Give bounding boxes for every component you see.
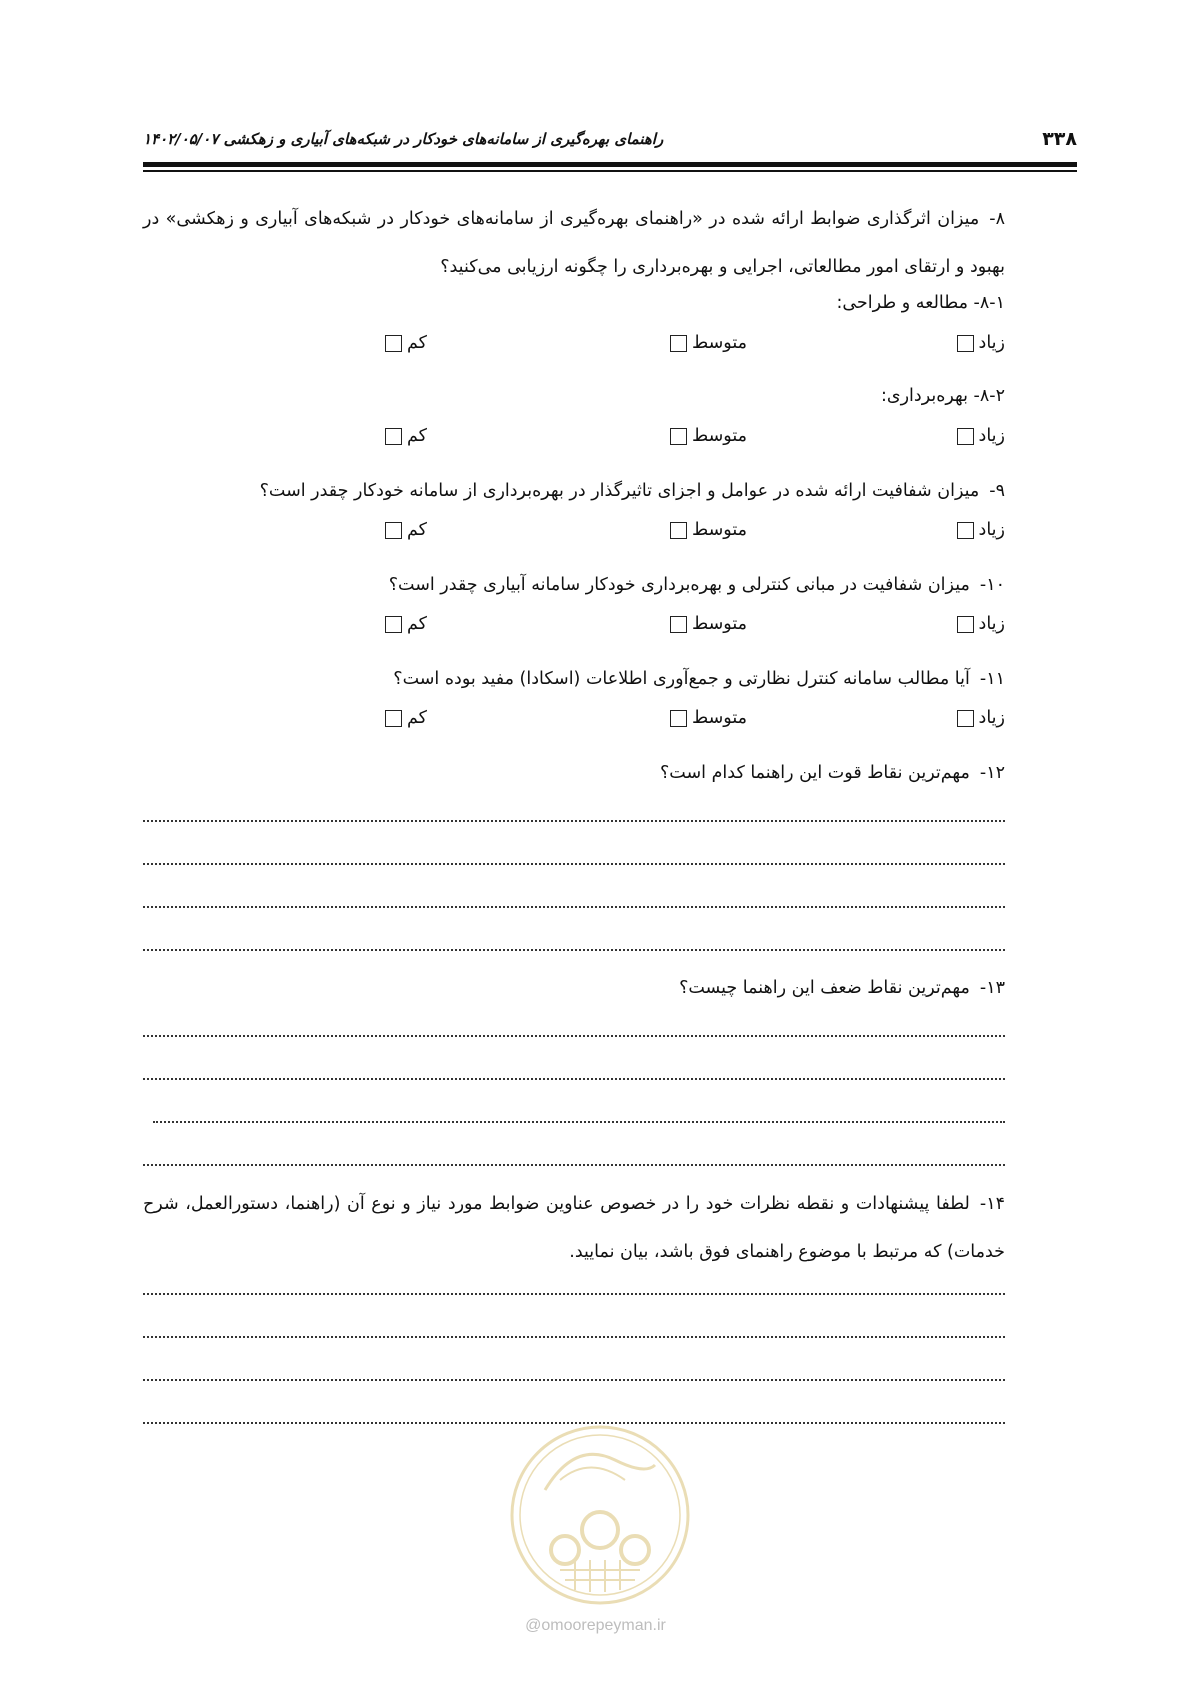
- checkbox[interactable]: [957, 710, 974, 727]
- answer-line[interactable]: [143, 861, 1005, 865]
- question-number: ۱۱-: [979, 669, 1005, 689]
- question-13: [143, 964, 1005, 1012]
- option-high[interactable]: زیاد: [957, 520, 1005, 540]
- option-medium[interactable]: متوسط: [670, 614, 747, 634]
- question-number: ۱۳-: [979, 978, 1005, 998]
- answer-line[interactable]: [143, 1162, 1005, 1166]
- options-11: [143, 708, 1005, 738]
- option-high[interactable]: زیاد: [957, 614, 1005, 634]
- question-number: ۱۲-: [979, 763, 1005, 783]
- answer-line[interactable]: [143, 904, 1005, 908]
- header-rule-thick: [143, 162, 1077, 167]
- option-low[interactable]: کم: [385, 426, 427, 446]
- checkbox[interactable]: [670, 428, 687, 445]
- option-medium[interactable]: متوسط: [670, 708, 747, 728]
- watermark-seal-icon: [505, 1420, 695, 1610]
- checkbox[interactable]: [957, 335, 974, 352]
- running-title: راهنمای بهره‌گیری از سامانه‌های خودکار در شبکه‌های آبیاری و زهکشی ۱۴۰۲/۰۵/۰۷: [143, 130, 664, 148]
- question-text: لطفا پیشنهادات و نقطه نظرات خود را در خصوص عناوین ضوابط مورد نیاز و نوع آن (راهنما، دستورالعمل، شرح خدمات) که مرتبط با موضوع راهنمای فوق باشد، بیان نمایید.: [143, 1194, 1005, 1262]
- checkbox[interactable]: [957, 616, 974, 633]
- page-number: ۳۳۸: [1042, 128, 1077, 150]
- checkbox[interactable]: [670, 522, 687, 539]
- question-number: ۱۰-: [979, 575, 1005, 595]
- page-header: [143, 128, 1077, 158]
- option-high[interactable]: زیاد: [957, 333, 1005, 353]
- options-10: [143, 614, 1005, 644]
- answer-line[interactable]: [143, 1291, 1005, 1295]
- answer-line[interactable]: [143, 818, 1005, 822]
- checkbox[interactable]: [957, 522, 974, 539]
- options-8-2: [143, 426, 1005, 456]
- question-8-1-label: ۸-۱- مطالعه و طراحی:: [836, 293, 1005, 313]
- answer-line[interactable]: [143, 947, 1005, 951]
- option-low[interactable]: کم: [385, 333, 427, 353]
- option-low[interactable]: کم: [385, 614, 427, 634]
- header-rule-thin: [143, 170, 1077, 172]
- answer-line[interactable]: [143, 1033, 1005, 1037]
- options-9: [143, 520, 1005, 550]
- question-text: مهم‌ترین نقاط قوت این راهنما کدام است؟: [660, 763, 970, 783]
- answer-line[interactable]: [143, 1334, 1005, 1338]
- question-8-2-label: ۸-۲- بهره‌برداری:: [881, 386, 1005, 406]
- checkbox[interactable]: [957, 428, 974, 445]
- question-number: ۱۴-: [979, 1194, 1005, 1214]
- question-12: [143, 749, 1005, 797]
- option-low[interactable]: کم: [385, 520, 427, 540]
- question-number: ۹-: [989, 481, 1005, 501]
- question-text: میزان اثرگذاری ضوابط ارائه شده در «راهنمای بهره‌گیری از سامانه‌های خودکار در شبکه‌های آبیاری و زهکشی» در بهبود و ارتقای امور مطالعاتی، اجرایی و بهره‌برداری را چگونه ارزیابی می‌کنید؟: [143, 209, 1005, 277]
- question-text: میزان شفافیت ارائه شده در عوامل و اجزای تاثیرگذار در بهره‌برداری از سامانه خودکار چقدر است؟: [259, 481, 980, 501]
- option-medium[interactable]: متوسط: [670, 520, 747, 540]
- question-8: [143, 195, 1005, 291]
- question-14: [143, 1180, 1005, 1276]
- checkbox[interactable]: [670, 710, 687, 727]
- checkbox[interactable]: [385, 335, 402, 352]
- checkbox[interactable]: [385, 428, 402, 445]
- question-9: [143, 467, 1005, 515]
- option-low[interactable]: کم: [385, 708, 427, 728]
- options-8-1: [143, 333, 1005, 363]
- checkbox[interactable]: [385, 616, 402, 633]
- question-text: آیا مطالب سامانه کنترل نظارتی و جمع‌آوری اطلاعات (اسکادا) مفید بوده است؟: [393, 669, 970, 689]
- watermark-site: @omoorepeyman.ir: [525, 1617, 666, 1634]
- question-10: [143, 561, 1005, 609]
- question-text: میزان شفافیت در مبانی کنترلی و بهره‌برداری خودکار سامانه آبیاری چقدر است؟: [388, 575, 970, 595]
- question-number: ۸-: [989, 209, 1005, 229]
- checkbox[interactable]: [385, 522, 402, 539]
- answer-line[interactable]: [143, 1377, 1005, 1381]
- checkbox[interactable]: [385, 710, 402, 727]
- checkbox[interactable]: [670, 335, 687, 352]
- answer-line[interactable]: [153, 1119, 1005, 1123]
- question-text: مهم‌ترین نقاط ضعف این راهنما چیست؟: [679, 978, 970, 998]
- checkbox[interactable]: [670, 616, 687, 633]
- option-medium[interactable]: متوسط: [670, 426, 747, 446]
- option-medium[interactable]: متوسط: [670, 333, 747, 353]
- answer-line[interactable]: [143, 1076, 1005, 1080]
- option-high[interactable]: زیاد: [957, 426, 1005, 446]
- question-11: [143, 655, 1005, 703]
- option-high[interactable]: زیاد: [957, 708, 1005, 728]
